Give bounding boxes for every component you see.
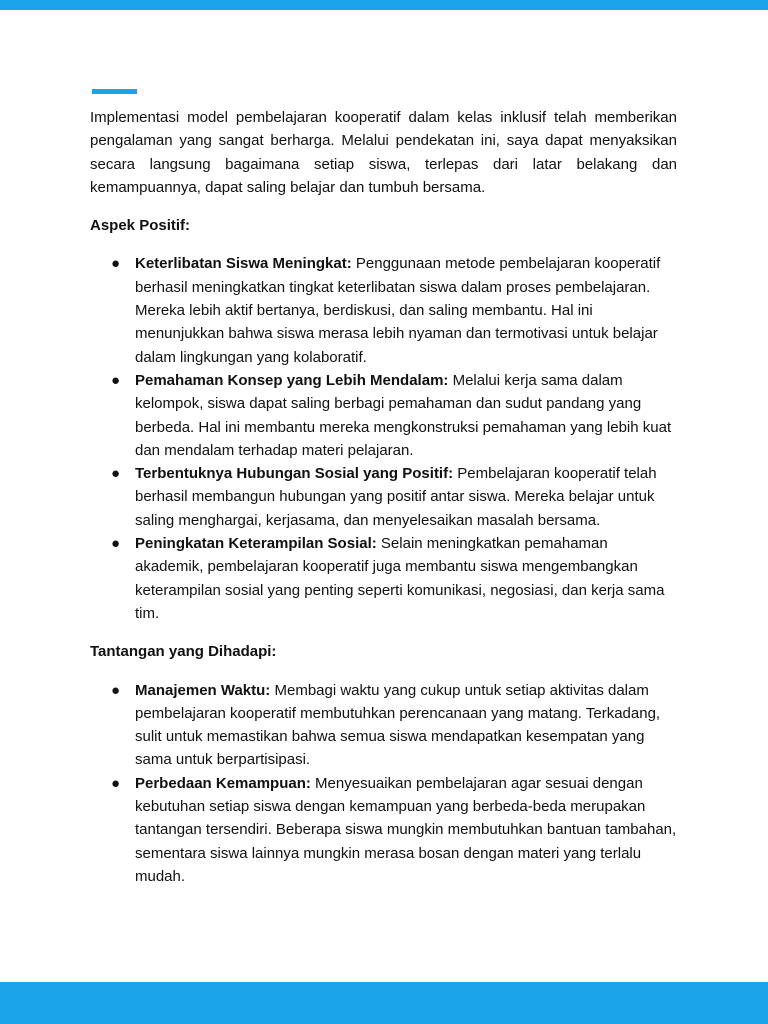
item-text: Menyesuaikan pembelajaran agar sesuai dengan kebutuhan setiap siswa dengan kemampuan yang berbeda-beda merupakan tantangan tersendiri. Beberapa siswa mungkin membutuhkan bantuan tambahan, sementara siswa lainnya mungkin merasa bosan dengan materi yang terlalu mudah. — [135, 774, 677, 885]
item-term: Pemahaman Konsep yang Lebih Mendalam: — [135, 371, 449, 389]
list-tantangan — [90, 679, 677, 889]
item-text: Melalui kerja sama dalam kelompok, siswa dapat saling berbagi pemahaman dan sudut pandang yang berbeda. Hal ini membantu mereka mengkonstruksi pemahaman yang lebih kuat dan mendalam terhadap materi pelajaran. — [135, 371, 672, 459]
section-title-aspek-positif: Aspek Positif: — [90, 217, 191, 235]
item-term: Peningkatan Keterampilan Sosial: — [135, 535, 377, 553]
section-title-tantangan: Tantangan yang Dihadapi: — [90, 643, 277, 661]
document-body — [90, 106, 677, 888]
list-item — [90, 462, 677, 532]
bullet-icon: ● — [111, 465, 121, 483]
item-term: Terbentuknya Hubungan Sosial yang Positif: — [135, 465, 454, 483]
list-item — [90, 252, 677, 368]
bullet-icon: ● — [111, 255, 121, 273]
item-text: Selain meningkatkan pemahaman akademik, pembelajaran kooperatif juga membantu siswa mengembangkan keterampilan sosial yang penting seperti komunikasi, negosiasi, dan kerja sama tim. — [135, 535, 665, 622]
bullet-icon: ● — [111, 371, 121, 389]
item-term: Manajemen Waktu: — [135, 681, 271, 699]
item-text: Pembelajaran kooperatif telah berhasil membangun hubungan yang positif antar siswa. Mereka belajar untuk saling menghargai, kerjasama, dan menyelesaikan masalah bersama. — [135, 465, 657, 529]
list-item — [90, 369, 677, 462]
bullet-icon: ● — [111, 681, 121, 699]
list-item — [90, 532, 677, 625]
intro-paragraph: Implementasi model pembelajaran kooperatif dalam kelas inklusif telah memberikan pengalaman yang sangat berharga. Melalui pendekatan ini, saya dapat menyaksikan secara langsung bagaimana setiap siswa, terlepas dari latar belakang dan kemampuannya, dapat saling belajar dan tumbuh bersama. — [90, 109, 677, 196]
bullet-icon: ● — [111, 535, 121, 553]
list-aspek-positif — [90, 252, 677, 625]
item-term: Perbedaan Kemampuan: — [135, 774, 311, 792]
bottom-accent-band — [0, 982, 768, 1024]
accent-dash — [92, 89, 137, 94]
item-text: Membagi waktu yang cukup untuk setiap aktivitas dalam pembelajaran kooperatif membutuhkan perencanaan yang matang. Terkadang, sulit untuk memastikan bahwa semua siswa mendapatkan kesempatan yang sama untuk berpartisipasi. — [135, 681, 661, 769]
list-item — [90, 679, 677, 772]
bullet-icon: ● — [111, 774, 121, 792]
item-text: Penggunaan metode pembelajaran kooperatif berhasil meningkatkan tingkat keterlibatan siswa dalam proses pembelajaran. Mereka lebih aktif bertanya, berdiskusi, dan saling membantu. Hal ini menunjukkan bahwa siswa merasa lebih nyaman dan termotivasi untuk belajar dalam lingkungan yang kolaboratif. — [135, 255, 661, 366]
item-term: Keterlibatan Siswa Meningkat: — [135, 255, 352, 273]
list-item — [90, 772, 677, 888]
top-accent-band — [0, 0, 768, 10]
